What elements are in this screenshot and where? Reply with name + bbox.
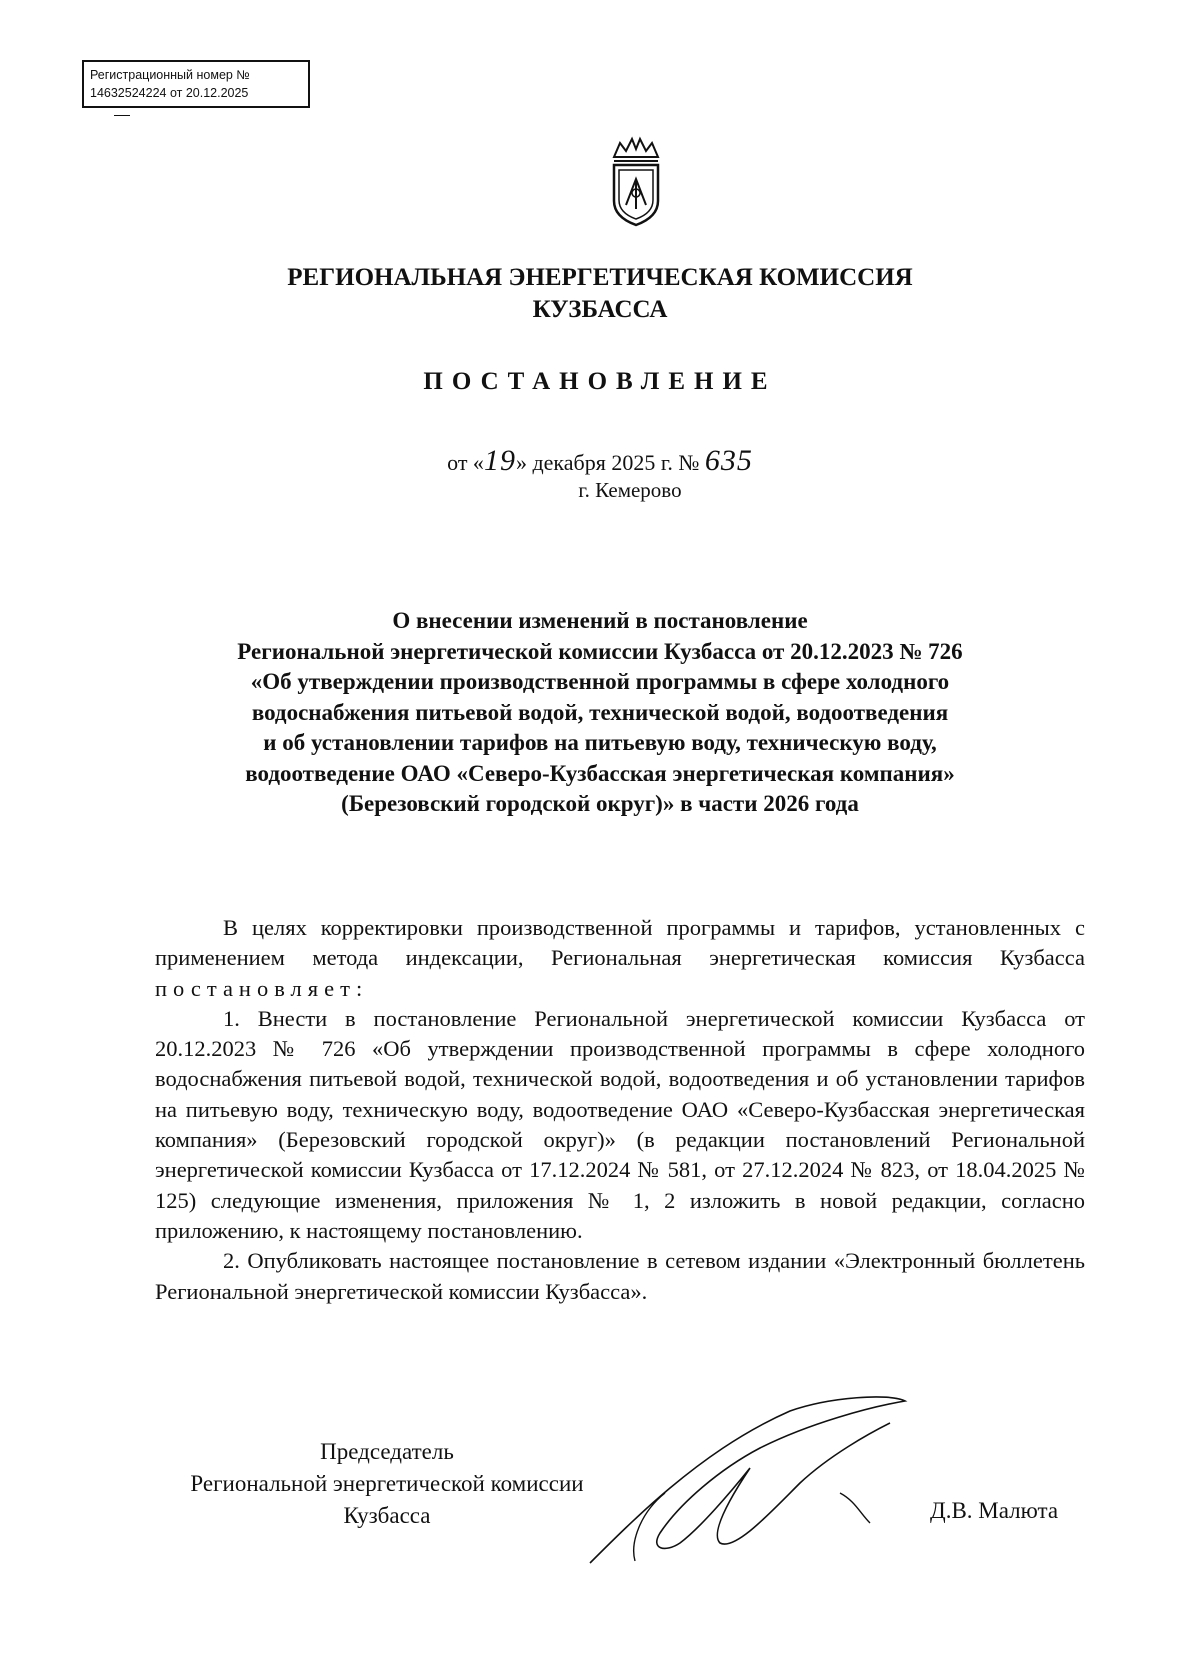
registration-stamp: [82, 60, 310, 108]
organization-line-2: КУЗБАССА: [532, 296, 668, 323]
organization-name: [0, 262, 1200, 326]
date-prefix: от «: [447, 450, 484, 475]
subject-line: (Березовский городской округ)» в части 2026 года: [341, 791, 859, 816]
city: г. Кемерово: [578, 478, 682, 502]
signatory-title-line: Региональной энергетической комиссии: [190, 1471, 584, 1496]
handwritten-signature: [570, 1393, 910, 1573]
registration-line-2: 14632524224 от 20.12.2025: [90, 86, 249, 100]
subject-line: водоотведение ОАО «Северо-Кузбасская энергетическая компания»: [245, 760, 955, 786]
registration-line-1: Регистрационный номер №: [90, 68, 250, 82]
signatory-name: Д.В. Малюта: [930, 1498, 1059, 1523]
resolves-word: постановляет: [155, 975, 356, 1001]
stamp-mark: [114, 115, 130, 116]
document-subject: [0, 606, 1200, 820]
subject-line: Региональной энергетической комиссии Кузбасса от 20.12.2023 № 726: [237, 638, 963, 664]
document-number-handwritten: 635: [704, 444, 753, 477]
signatory-title-line: Кузбасса: [343, 1503, 431, 1528]
body-paragraph-item-1: 1. Внести в постановление Региональной энергетической комиссии Кузбасса от 20.12.2023 № 726 «Об утверждении производственной программы в сфере холодного водоснабжения питьевой водой, технической водой, водоотведения и об установлении тарифов на питьевую воду, техническую воду, водоотведение ОАО «Северо-Кузбасская энергетическая компания» (Березовский городской округ)» (в редакции постановлений Региональной энергетической комиссии Кузбасса от 17.12.2024 № 581, от 27.12.2024 № 823, от 18.04.2025 № 125) следующие изменения, приложения № 1, 2 изложить в новой редакции, согласно приложению, к настоящему постановлению.: [155, 1005, 1085, 1243]
organization-line-1: РЕГИОНАЛЬНАЯ ЭНЕРГЕТИЧЕСКАЯ КОМИССИЯ: [287, 264, 913, 291]
preamble-text: В целях корректировки производственной программы и тарифов, установленных с применением метода индексации, Региональная энергетическая комиссия Кузбасса: [155, 915, 1085, 971]
document-type: ПОСТАНОВЛЕНИЕ: [423, 368, 777, 395]
subject-line: «Об утверждении производственной программы в сфере холодного: [250, 669, 950, 694]
date-middle: » декабря 2025 г. №: [515, 450, 705, 475]
signatory-title: [150, 1436, 624, 1532]
body-paragraph-item-2: 2. Опубликовать настоящее постановление в сетевом издании «Электронный бюллетень Региональной энергетической комиссии Кузбасса».: [155, 1248, 1085, 1304]
document-body: [155, 913, 1085, 1307]
subject-line: О внесении изменений в постановление: [392, 608, 808, 633]
subject-line: и об установлении тарифов на питьевую воду, техническую воду,: [263, 730, 937, 755]
coat-of-arms-icon: [606, 135, 666, 230]
preamble-colon: :: [355, 975, 363, 1001]
signatory-title-line: Председатель: [320, 1439, 454, 1464]
document-date-line: [0, 444, 1200, 477]
date-day-handwritten: 19: [483, 444, 516, 477]
subject-line: водоснабжения питьевой водой, технической водой, водоотведения: [251, 699, 949, 725]
body-paragraph-preamble: [155, 913, 1085, 1004]
